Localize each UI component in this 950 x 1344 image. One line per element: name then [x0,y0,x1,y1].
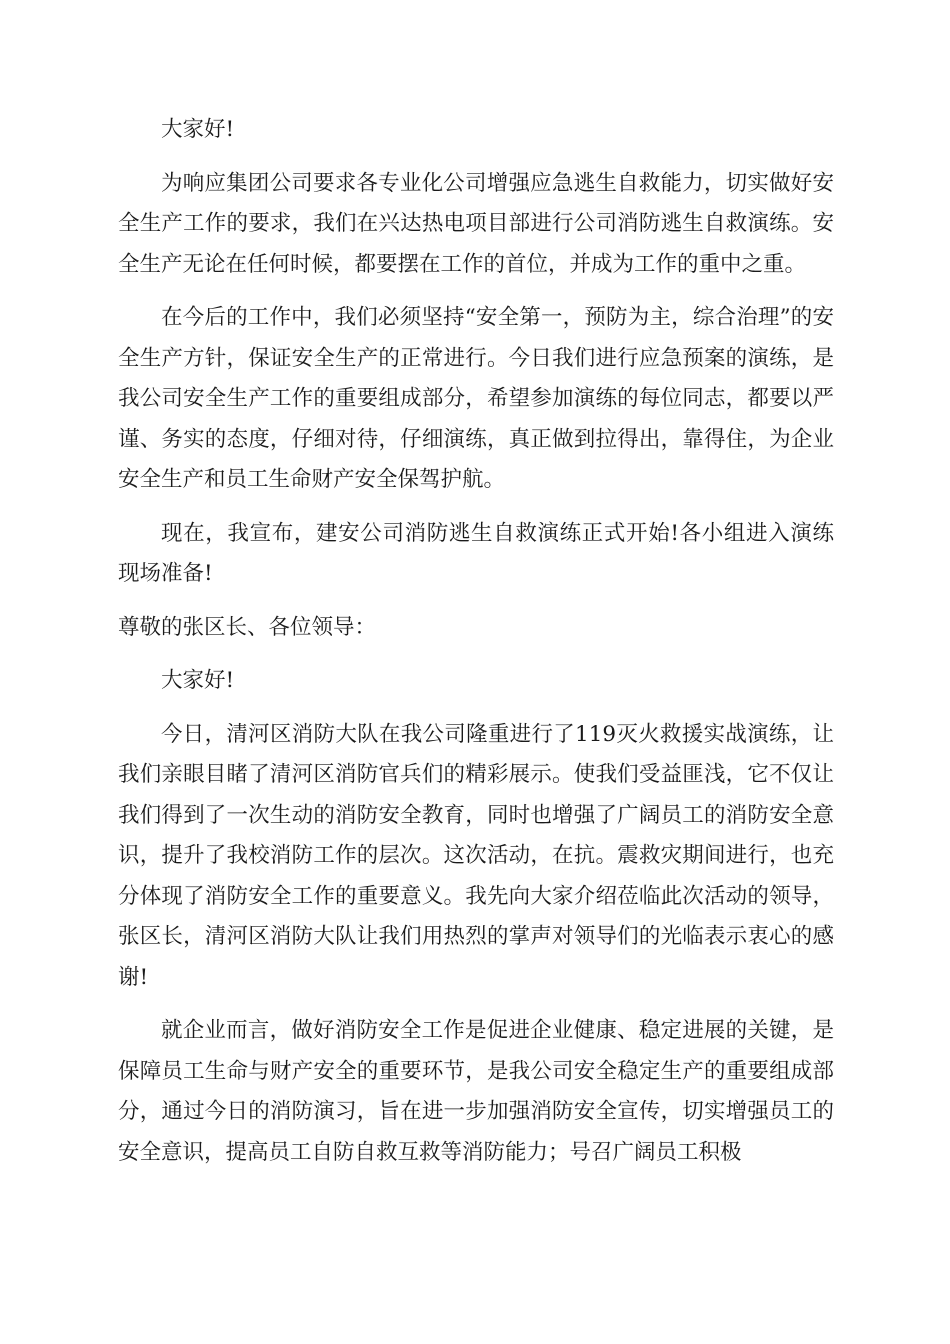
body-paragraph: 现在，我宣布，建安公司消防逃生自救演练正式开始!各小组进入演练现场准备! [118,520,834,586]
greeting-paragraph: 大家好! [161,668,235,693]
body-paragraph: 就企业而言，做好消防安全工作是促进企业健康、稳定进展的关键，是保障员工生命与财产安全的重要环节，是我公司安全稳定生产的重要组成部分，通过今日的消防演习，旨在进一步加强消防安全宣传，切实增强员工的安全意识，提高员工自防自救互救等消防能力；号召广阔员工积极 [118,1018,834,1165]
greeting-paragraph: 大家好! [161,117,235,142]
body-paragraph: 今日，清河区消防大队在我公司隆重进行了119灭火救援实战演练，让我们亲眼目睹了清河区消防官兵们的精彩展示。使我们受益匪浅，它不仅让我们得到了一次生动的消防安全教育，同时也增强了广阔员工的消防安全意识，提升了我校消防工作的层次。这次活动，在抗。震救灾期间进行，也充分体现了消防安全工作的重要意义。我先向大家介绍莅临此次活动的领导，张区长，清河区消防大队让我们用热烈的掌声对领导们的光临表示衷心的感谢! [118,721,834,990]
body-paragraph: 在今后的工作中，我们必须坚持“安全第一，预防为主，综合治理”的安全生产方针，保证安全生产的正常进行。今日我们进行应急预案的演练，是我公司安全生产工作的重要组成部分，希望参加演练的每位同志，都要以严谨、务实的态度，仔细对待，仔细演练，真正做到拉得出，靠得住，为企业安全生产和员工生命财产安全保驾护航。 [118,305,834,492]
body-paragraph: 为响应集团公司要求各专业化公司增强应急逃生自救能力，切实做好安全生产工作的要求，我们在兴达热电项目部进行公司消防逃生自救演练。安全生产无论在任何时候，都要摆在工作的首位，并成为工作的重中之重。 [118,170,834,277]
document-body [118,110,834,1186]
salutation-paragraph: 尊敬的张区长、各位领导： [118,614,377,640]
